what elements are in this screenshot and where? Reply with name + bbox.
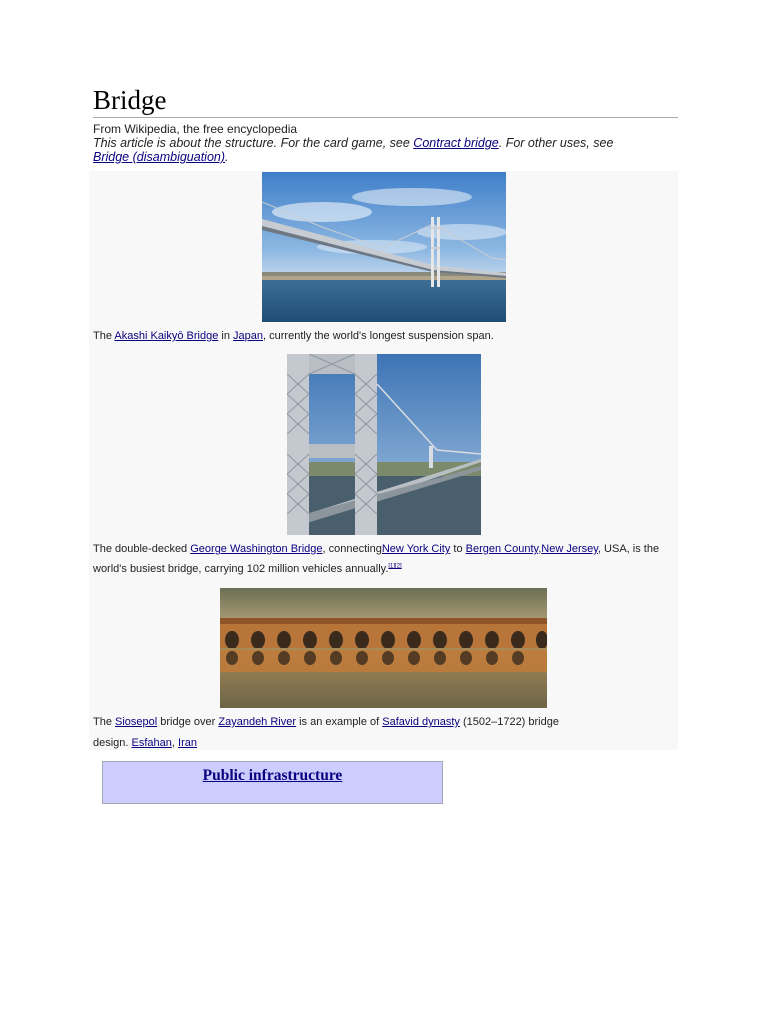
zayandeh-river-link[interactable]: Zayandeh River [218,716,297,728]
new-york-city-link[interactable]: New York City [381,543,451,555]
public-infrastructure-link[interactable]: Public infrastructure [202,767,343,784]
caption-text: The double-decked [93,543,191,555]
public-infrastructure-navbox [102,761,443,804]
safavid-dynasty-link[interactable]: Safavid dynasty [382,716,460,728]
akashi-kaikyo-bridge-link[interactable]: Akashi Kaikyō Bridge [114,330,219,342]
image-caption [93,539,678,579]
siosepol-photo [220,588,547,708]
contract-bridge-link[interactable]: Contract bridge [413,136,499,150]
akashi-kaikyo-bridge-image[interactable] [262,172,506,322]
hatnote [93,136,638,164]
caption-text: , connecting [322,543,382,555]
caption-text: (1502–1722) bridge design. [93,716,559,749]
caption-text: , [171,737,179,749]
article [93,84,678,164]
new-jersey-link[interactable]: New Jersey [541,543,598,555]
page-subtitle: From Wikipedia, the free encyclopedia [93,122,298,136]
akashi-bridge-photo [262,172,506,322]
caption-text: to [450,543,466,555]
image-caption [93,712,593,754]
caption-text: , currently the world's longest suspension span. [263,330,494,342]
siosepol-link[interactable]: Siosepol [115,716,158,728]
caption-text: is an example of [296,716,383,728]
bergen-county-link[interactable]: Bergen County [465,543,539,555]
reference-link[interactable]: [1][2] [388,563,402,570]
caption-text: bridge over [157,716,219,728]
caption-text: , USA, is the world's busiest bridge, carrying 102 million vehicles annually. [93,543,660,575]
hatnote-text: . [225,150,229,164]
hatnote-text: This article is about the structure. For the card game, see [93,136,414,150]
iran-link[interactable]: Iran [178,737,197,749]
caption-text: The [93,330,115,342]
caption-text: The [93,716,116,728]
page-title: Bridge [93,84,678,118]
esfahan-link[interactable]: Esfahan [131,737,172,749]
navbox-title [103,767,442,785]
image-caption [93,326,673,346]
japan-link[interactable]: Japan [233,330,264,342]
george-washington-bridge-link[interactable]: George Washington Bridge [190,543,323,555]
caption-text: in [218,330,234,342]
bridge-disambiguation-link[interactable]: Bridge (disambiguation) [93,150,226,164]
gwb-photo [287,354,481,535]
hatnote-text: . For other uses, see [498,136,614,150]
caption-text: , [538,543,542,555]
george-washington-bridge-image[interactable] [287,354,481,535]
siosepol-bridge-image[interactable] [220,588,547,708]
